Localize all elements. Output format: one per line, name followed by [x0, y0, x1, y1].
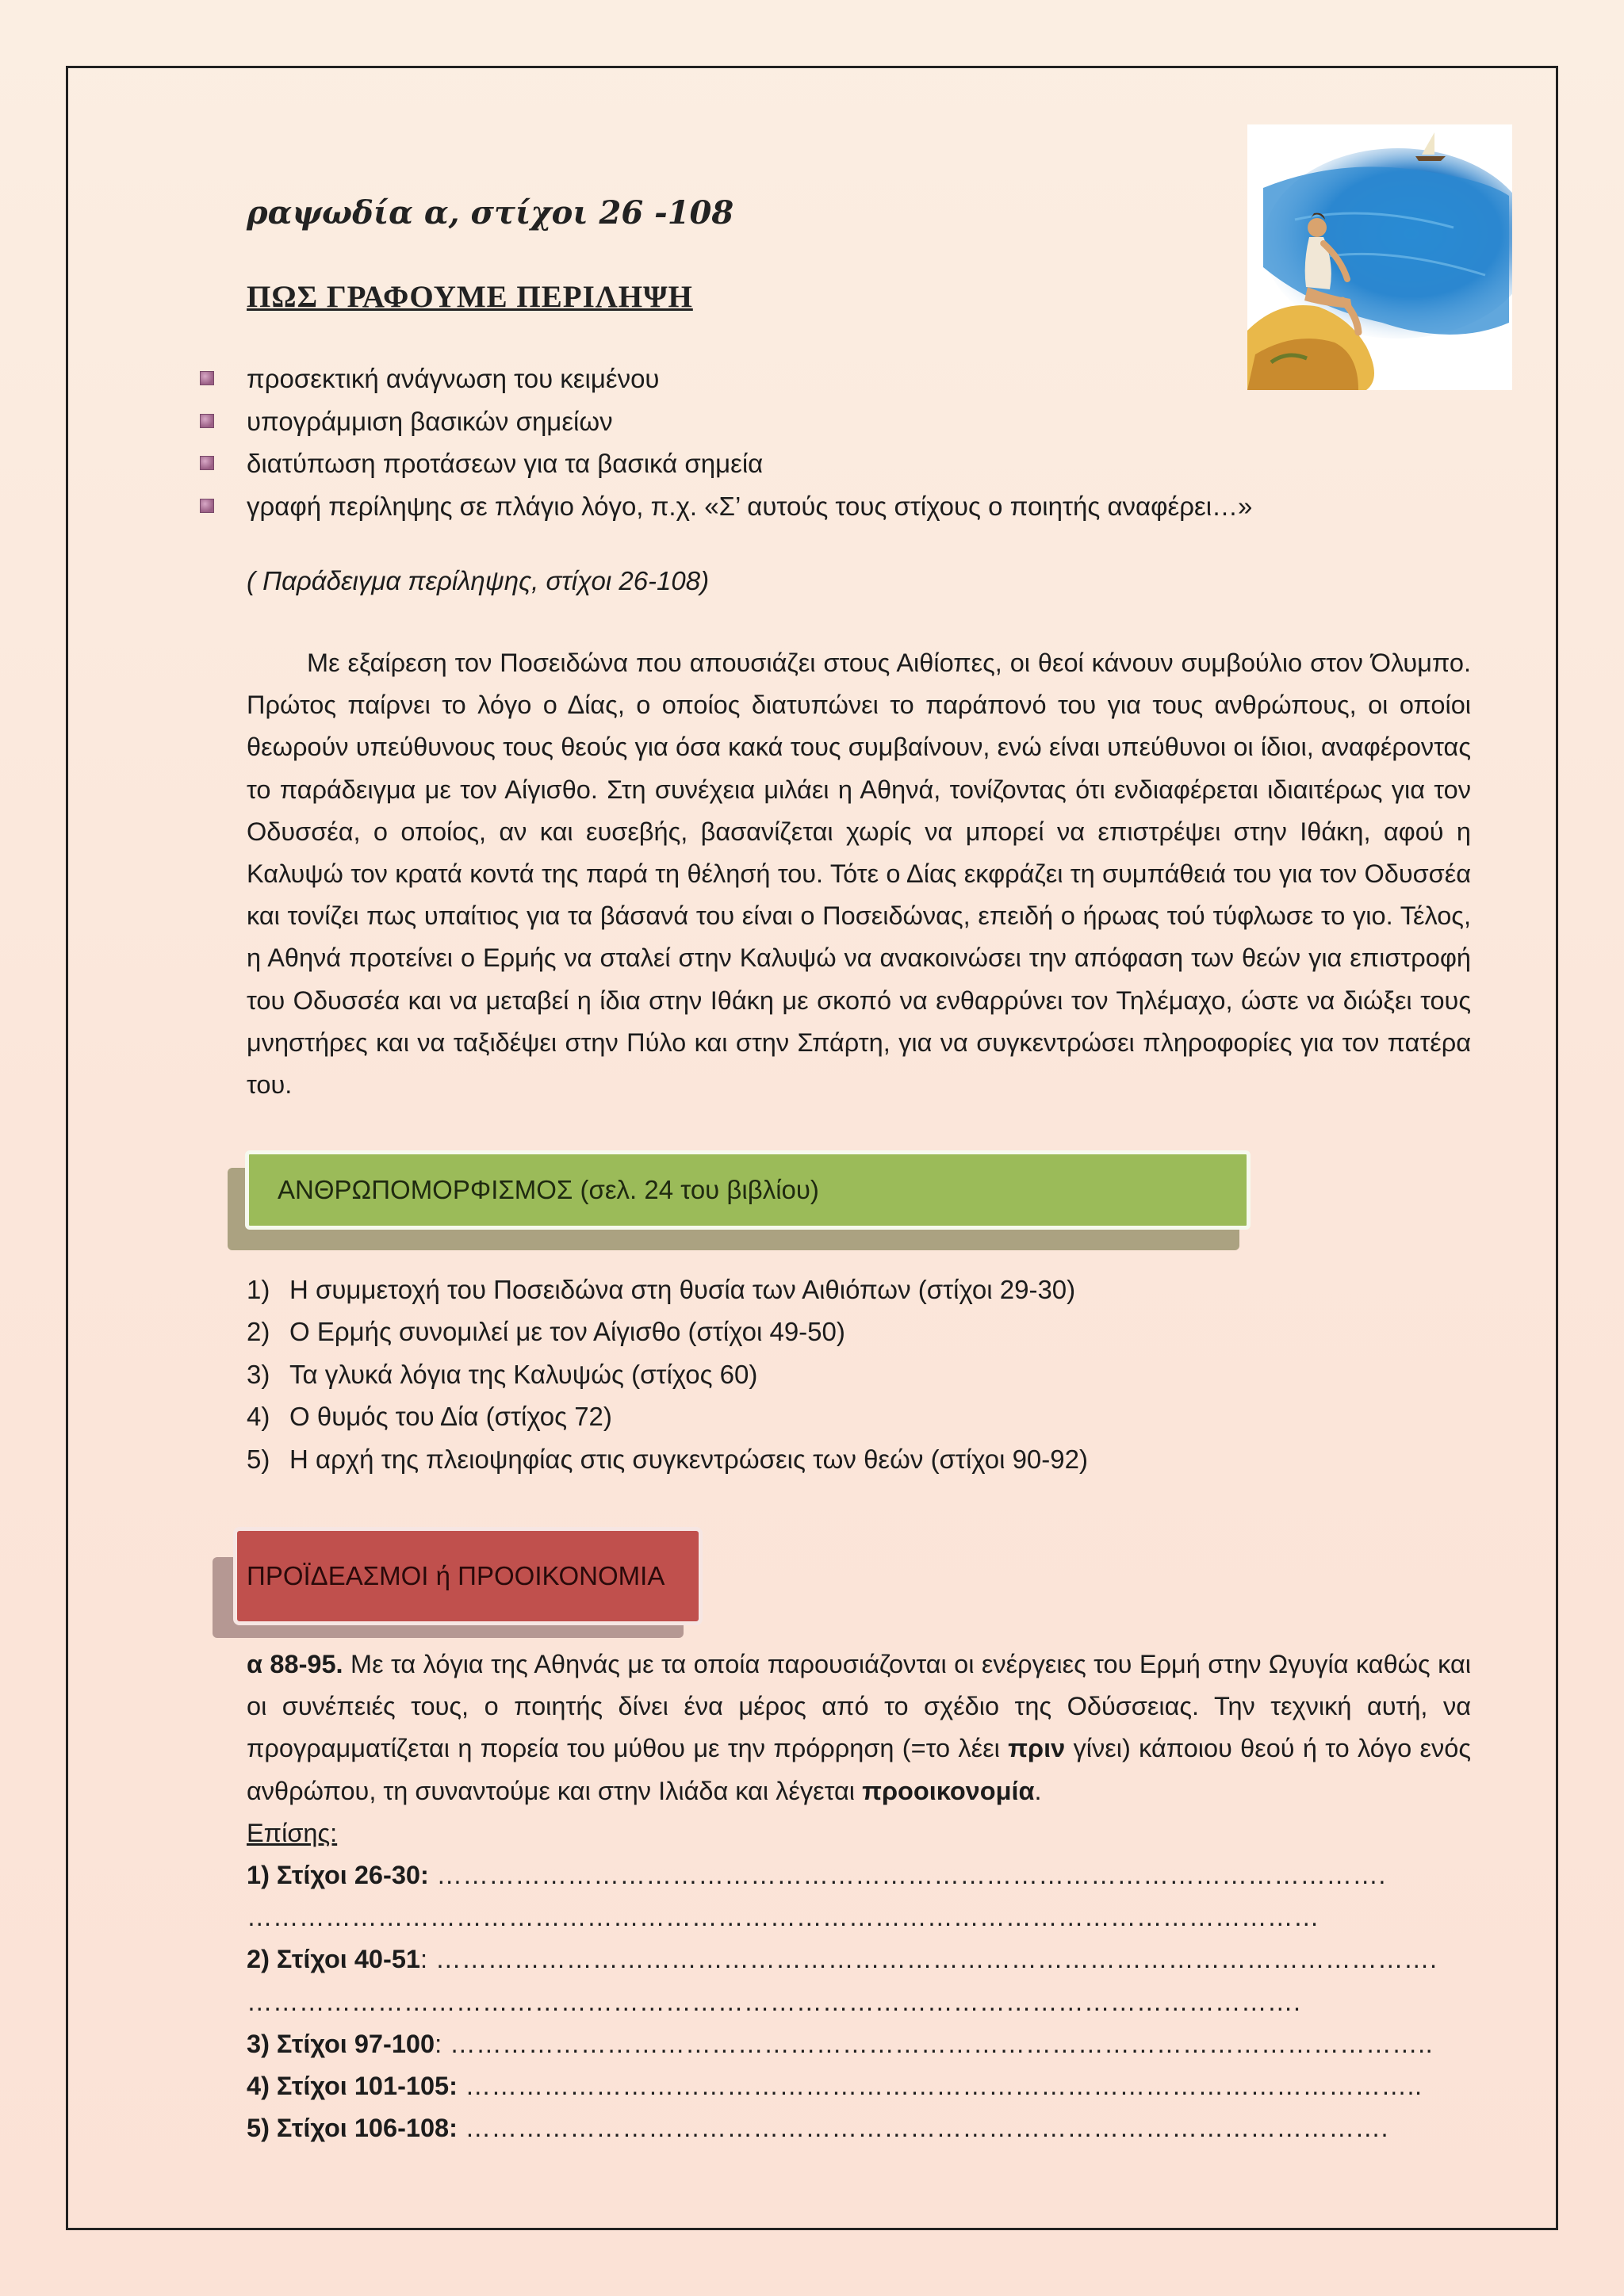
fill-in-line — [247, 2065, 1471, 2107]
para-text: Με τα λόγια της Αθηνάς με τα οποία παρουσιάζονται οι ενέργειες του Ερμή στην Ωγυγία καθώς και οι συνέπειές τους, ο ποιητής δίνει ένα μέρος από το σχέδιο της Οδύσσειας. Την τεχνική αυτή, να προγραμματίζεται η πορεία του μύθου με την πρόρρηση (=το λέει — [247, 1650, 1471, 1763]
list-item — [198, 485, 1252, 528]
foreshadowing-section — [247, 1644, 1471, 2149]
answer-blank[interactable]: : ……………………………………………………………………………………………………. — [419, 1945, 1438, 1974]
item-number: 5) — [247, 1444, 270, 1474]
summary-steps-list — [198, 358, 1252, 527]
emphasis: προοικονομία — [862, 1776, 1035, 1805]
item-text: Ο θυμός του Δία (στίχος 72) — [289, 1402, 612, 1432]
odysseus-illustration — [1247, 124, 1512, 390]
square-bullet-icon — [200, 414, 214, 428]
banner-label: ΠΡΟΪΔΕΑΣΜΟΙ ή ΠΡΟΟΙΚΟΝΟΜΙΑ — [247, 1561, 665, 1590]
list-item — [198, 442, 1252, 485]
square-bullet-icon — [200, 371, 214, 385]
fill-in-line — [247, 2107, 1471, 2149]
answer-blank[interactable]: : ………………………………………………………………………………………………….. — [435, 2029, 1434, 2058]
fill-label: 4) Στίχοι 101-105: — [247, 2072, 458, 2101]
anthropomorphism-list — [247, 1269, 1088, 1480]
also-label: Επίσης: — [247, 1818, 338, 1847]
list-item — [198, 358, 1252, 400]
emphasis: πριν — [1008, 1734, 1066, 1763]
square-bullet-icon — [200, 456, 214, 470]
anthropomorphism-banner — [245, 1150, 1251, 1230]
list-item — [247, 1311, 1088, 1353]
example-label: ( Παράδειγμα περίληψης, στίχοι 26-108) — [247, 566, 710, 595]
para-text: γίνει) κάποιου θεού ή το λόγο ενός ανθρώπου, τη συναντούμε και στην Ιλιάδα και λέγεται — [247, 1734, 1471, 1805]
fill-in-line — [247, 1938, 1471, 1980]
item-number: 2) — [247, 1317, 270, 1347]
para-text: . — [1034, 1776, 1042, 1805]
page-title: ραψωδία α, στίχοι 26 -108 — [247, 194, 734, 232]
step-text: διατύπωση προτάσεων για τα βασικά σημεία — [247, 449, 764, 478]
step-text: προσεκτική ανάγνωση του κειμένου — [247, 364, 660, 393]
summary-paragraph: Με εξαίρεση τον Ποσειδώνα που απουσιάζει στους Αιθίοπες, οι θεοί κάνουν συμβούλιο στον Όλυμπο. Πρώτος παίρνει το λόγο ο Δίας, ο οποίος διατυπώνει το παράπονό του για τους ανθρώπους, οι οποίοι θεωρούν υπεύθυνους τους θεούς για όσα κακά τους συμβαίνουν, ενώ είναι υπεύθυνοι οι ίδιοι, αναφέροντας το παράδειγμα με τον Αίγισθο. Στη συνέχεια μιλάει η Αθηνά, τονίζοντας ότι ενδιαφέρεται ιδιαιτέρως για τον Οδυσσέα, ο οποίος, αν και ευσεβής, βασανίζεται χωρίς να μπορεί να επιστρέψει στην Ιθάκη, αφού η Καλυψώ τον κρατά κοντά της παρά τη θέλησή του. Τότε ο Δίας εκφράζει τη συμπάθειά του για τον Οδυσσέα και τονίζει πως υπαίτιος για τα βάσανά του είναι ο Ποσειδώνας, επειδή ο ήρωας τού τύφλωσε το γιο. Τέλος, η Αθηνά προτείνει ο Ερμής να σταλεί στην Καλυψώ να ανακοινώσει την απόφαση των θεών για επιστροφή του Οδυσσέα και να μεταβεί η ίδια στην Ιθάκη με σκοπό να ενθαρρύνει τον Τηλέμαχο, ώστε να διώξει τους μνηστήρες και να ταξιδέψει στην Πύλο και στην Σπάρτη, για να συγκεντρώσει πληροφορίες για τον πατέρα του. — [247, 649, 1471, 1100]
square-bullet-icon — [200, 499, 214, 513]
item-text: Τα γλυκά λόγια της Καλυψώς (στίχος 60) — [289, 1359, 758, 1389]
answer-blank[interactable]: ………………………………………………………………………………………………. — [428, 1861, 1386, 1890]
foreshadowing-banner — [233, 1527, 703, 1625]
step-text: υπογράμμιση βασικών σημείων — [247, 406, 613, 436]
list-item — [247, 1269, 1088, 1311]
answer-blank[interactable]: …………………………………………………………………………………………………………… — [247, 1903, 1320, 1932]
item-text: Η συμμετοχή του Ποσειδώνα στη θυσία των Αιθιόπων (στίχοι 29-30) — [289, 1275, 1076, 1304]
answer-blank[interactable]: ……………………………………………………………………………………………….. — [457, 2072, 1423, 2101]
item-text: Η αρχή της πλειοψηφίας στις συγκεντρώσεις των θεών (στίχοι 90-92) — [289, 1444, 1088, 1474]
fill-in-line — [247, 2023, 1471, 2065]
sea-image — [1247, 124, 1512, 390]
fill-label: 3) Στίχοι 97-100 — [247, 2029, 435, 2058]
item-text: Ο Ερμής συνομιλεί με τον Αίγισθο (στίχοι 49-50) — [289, 1317, 845, 1347]
step-text: γραφή περίληψης σε πλάγιο λόγο, π.χ. «Σ’ αυτούς τους στίχους ο ποιητής αναφέρει…» — [247, 491, 1253, 521]
answer-blank[interactable]: …………………………………………………………………………………………………………. — [247, 1987, 1301, 2016]
banner-label: ΑΝΘΡΩΠΟΜΟΡΦΙΣΜΟΣ (σελ. 24 του βιβλίου) — [278, 1175, 819, 1204]
fill-in-line — [247, 1981, 1471, 2023]
fill-label: 2) Στίχοι 40-51 — [247, 1945, 420, 1974]
foreshadowing-paragraph — [247, 1644, 1471, 1812]
verse-ref: α 88-95. — [247, 1650, 343, 1678]
list-item — [247, 1395, 1088, 1437]
list-item — [198, 400, 1252, 443]
list-item — [247, 1438, 1088, 1480]
fill-in-line — [247, 1896, 1471, 1938]
fill-label: 5) Στίχοι 106-108: — [247, 2114, 458, 2143]
summary-heading: ΠΩΣ ΓΡΑΦΟΥΜΕ ΠΕΡΙΛΗΨΗ — [247, 280, 693, 314]
item-number: 1) — [247, 1275, 270, 1304]
list-item — [247, 1353, 1088, 1395]
item-number: 3) — [247, 1359, 270, 1389]
answer-blank[interactable]: ……………………………………………………………………………………………. — [457, 2114, 1389, 2143]
item-number: 4) — [247, 1402, 270, 1432]
fill-in-line — [247, 1854, 1471, 1896]
fill-label: 1) Στίχοι 26-30: — [247, 1861, 429, 1890]
